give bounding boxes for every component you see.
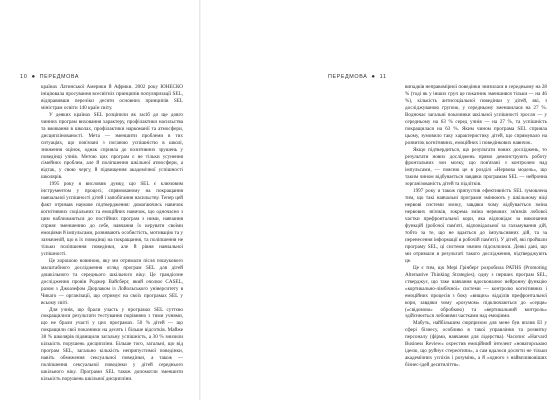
left-page-number: 10 (20, 74, 28, 80)
paragraph: Мабуть, найбільшим сюрпризом для мене був вплив ЕІ у сфері бізнесу, особливо в такої управління та розвитку персоналу (фірми, навчання для лідерства). Часопис «Harvard Business Review» охрестив емоційний інтелект «новаторською ідеєю, що руйнує стереотипи», а сам вдалося досягти не тільки академічних успіхів і розумінь, а й «одного з найвпливовіших бізнес-ідей десятиліття». (405, 320, 547, 369)
bullet-separator-icon: ● (371, 74, 376, 80)
paragraph: 1995 року я висловив думку, що SEL є ключовим інструментом у процесі, спрямованому на покращання навчальної успішності дітей і запобігання насильству. Тепер цей факт отримав наукове підтвердження: домагаючись навичок когнітивних соціальних та емоційних навичок, що одночасно з цим наближаються до постійних програм з ними, навчання сприяє зменшенню до себе, навчання їх керувати своїми емоціями й імпульсами, розвивають особистість, мотивацію та у зазначеній, що в їх поведінці на покращання, та поліпшення не тільки поліпшення поведінки, але й рівня навчальної успішності. (41, 181, 183, 257)
paragraph: країнах Латинської Америки й Африки. 2002 року ЮНЕСКО ініціювала просування всесвітніх принципів популяризації SEL, відправивши переліки десяти основних принципів SEL міністрам освіти 140 країн світу. (41, 84, 183, 111)
left-running-head-title: ПЕРЕДМОВА (39, 74, 80, 80)
right-running-header (328, 74, 387, 80)
bullet-separator-icon: ● (31, 74, 36, 80)
right-page-number: 11 (379, 74, 387, 80)
right-body-text (405, 84, 547, 369)
paragraph: Для учнів, що брали участь у програмах SEL суттєво покращилися результати тестування порівняно з тими учнями, що не брали участі у цих програмах. 50 % дітей — що покращили свої показники на десять і більше відсотків. Майже 38 % школярів підвищили загальну успішність, а 30 % знизили кількість порушень дисципліни. Більше того, загальні, що від програм SEL, загально кількість неприпустимої поведінки, навіть обмеження сексуальної поведінки, а також — поліпшення сексуальної поведінки у дітей середнього шкільного віку. Програми SEL також допомогли зменшити кількість порушень шкільної дисципліни. (41, 306, 183, 383)
paragraph: випадків неправомірної поведінки знизилася в середньому на 28 % (тоді як у інших груп це показник зменшився тільки — на 46 %), кількість антисоціальної поведінки у дітей, які, з досліджуваною групою, у середньому зменшилася на 27 %. Водночас загальні показники шкільної успішності зросли — у середньому на 63 % серед учнів — на 27 %, та успішність покращилася на 63 %. Яким чином програма SEL сприяла цьому, зумовило таку характеристику дітей, що спрямувало на розвиток когнітивних, емоційних і поведінкових навичок. (405, 84, 547, 146)
left-running-header (20, 74, 79, 80)
paragraph: Це є тим, що Мері Грінберг розробила PATHS (Promoting Alternative Thinking Strategies), одну з перших програм SEL, стверджує, що таке навчання вдосконалює нейронну функцію «кортикально-лімбічної» системи — контролю когнітивних і емоційних процесів з боку «вищих» відділів префронтальної кори, завдяки чому «розумом» підключаються до «серця» («свідомою» обробкою) та «вертикальний контроль» здійснюється лобовими частками над емоціями. (405, 264, 547, 320)
paragraph: У деяких країнах SEL розцінили як засіб до ще довго чинних програм виховання характеру, профілактики насильства та вживання в школах, профілактики наркоманії та атмосфери, дисциплінованості. Мета — зменшити проблеми в тих ситуаціях, що пов'язані з поганою успішністю в школі, зниження оцінок, однак сприяла до позитивних зрушень у поведінці учнів. Метою цих програм є не тільки усунення сімейних проблем, але й поліпшення шкільної атмосфери, а відтак, у свою чергу, й підвищення академічної успішності школярів. (41, 111, 183, 181)
paragraph: Це хорошою новиною, яку ми отримали після пошукового масштабного дослідження огляд програм SEL для дітей дошкільного та середнього шкільного віку. Це грандіозне дослідження провів Роджер Вайсберг, який очолює CASEL, разом з Джоазефом Дюрлаком із Лойольського університету в Чикаго — організації, що отримує на своїх програмах SEL у всьому світі. (41, 257, 183, 306)
paragraph: 1997 року я також припустив ефективність SEL зумовлена тим, що такі навчальні програми змінюють у шкільному віці нервові системи мозку, завдяки чому відбувається зміна нервових зв'язків, зокрема зміна нервових зв'язків лобової частки префронтальної кори, яка відповідає за виконання функцій (робочої пам'яті, відповідальної за гальмування дій, тобто за те, що не вдається до імпульсивних дій, та за перенесення інформації в робочій пам'яті). У дітей, які пройшли програму SEL, ці системи значно підсилилися. Деякі дані, що ми отримали в результаті такого дослідження, підтверджують це. (405, 188, 547, 264)
paragraph: Якщо підтвердиться, що результати нових досліджень, то результати нових досліджень прямо демонструють роботу фронтальних зон мозку, що пов'язані з контролем над імпульсами, — поясню це в розділі «Нервова модель», що таким чином відбувається завдяки програмам SEL — нейронна зорганізованість дітей та підлітків. (405, 146, 547, 188)
book-gutter (199, 0, 201, 400)
left-body-text (41, 84, 183, 383)
right-running-head-title: ПЕРЕДМОВА (328, 74, 368, 80)
